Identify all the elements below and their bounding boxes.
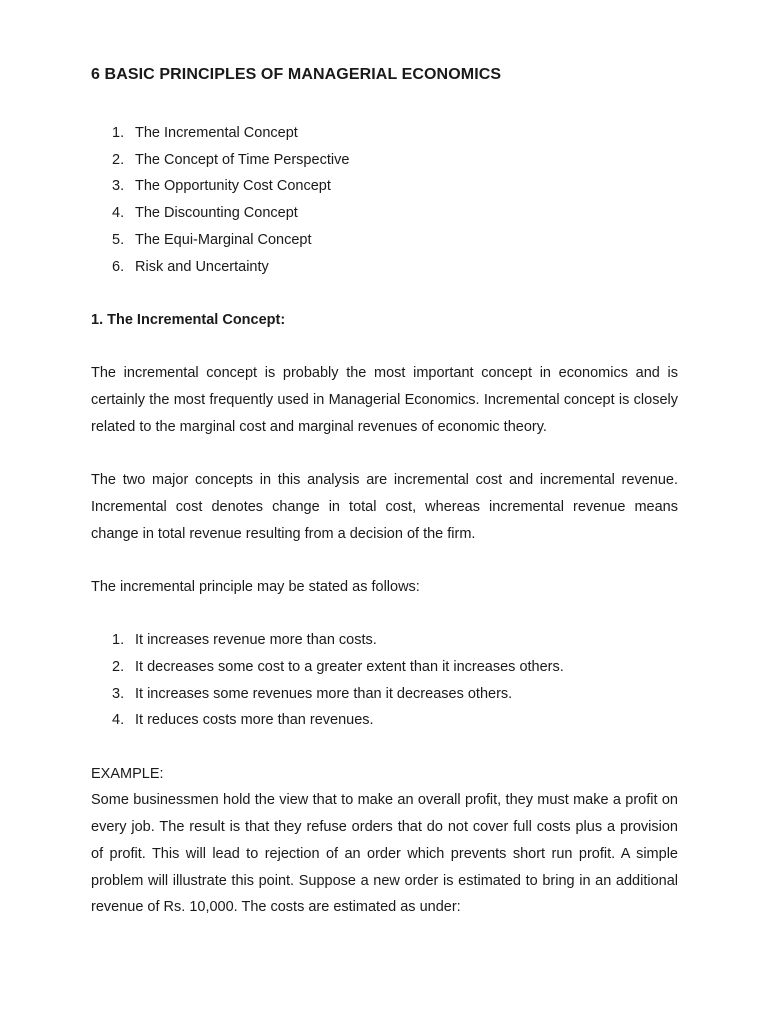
list-item-number: 3. bbox=[112, 178, 125, 195]
list-item bbox=[112, 707, 678, 734]
list-item-text: The Incremental Concept bbox=[135, 125, 298, 141]
list-item-text: The Opportunity Cost Concept bbox=[135, 178, 331, 195]
paragraph: The incremental principle may be stated as follows: bbox=[91, 578, 420, 595]
list-item bbox=[112, 227, 678, 254]
list-item-number: 1. bbox=[112, 632, 125, 649]
list-item-number: 5. bbox=[112, 231, 125, 248]
list-item-number: 4. bbox=[112, 712, 125, 729]
list-item-number: 3. bbox=[112, 685, 125, 702]
spacer bbox=[91, 601, 678, 628]
list-item-text: The Discounting Concept bbox=[135, 205, 298, 222]
list-item-text: It increases revenue more than costs. bbox=[135, 632, 377, 649]
list-item-number: 1. bbox=[112, 125, 125, 141]
principles-list bbox=[91, 120, 678, 280]
list-item-text: It reduces costs more than revenues. bbox=[135, 712, 374, 729]
list-item-text: Risk and Uncertainty bbox=[135, 258, 269, 275]
list-item-number: 2. bbox=[112, 151, 125, 168]
list-item bbox=[112, 120, 678, 147]
document-title: 6 BASIC PRINCIPLES OF MANAGERIAL ECONOMICS bbox=[91, 66, 502, 83]
paragraph: The incremental concept is probably the most important concept in economics and is certainly the most frequently used in Managerial Economics. Incremental concept is closely related to the marginal cost and marginal revenues of economic theory. bbox=[91, 365, 678, 435]
list-item bbox=[112, 654, 678, 681]
criteria-list bbox=[91, 627, 678, 734]
list-item-text: The Concept of Time Perspective bbox=[135, 151, 350, 168]
list-item-number: 2. bbox=[112, 658, 125, 675]
paragraph: The two major concepts in this analysis are incremental cost and incremental revenue. Incremental cost denotes change in total cost, whereas incremental revenue means change in total revenue resulting from a decision of the firm. bbox=[91, 472, 678, 542]
list-item bbox=[112, 147, 678, 174]
list-item-number: 6. bbox=[112, 258, 125, 275]
section-heading: 1. The Incremental Concept: bbox=[91, 311, 286, 328]
list-item bbox=[112, 254, 678, 281]
example-label: EXAMPLE: bbox=[91, 765, 164, 782]
list-item-number: 4. bbox=[112, 205, 125, 222]
list-item-text: It decreases some cost to a greater extent than it increases others. bbox=[135, 658, 564, 675]
list-item bbox=[112, 200, 678, 227]
list-item bbox=[112, 627, 678, 654]
list-item bbox=[112, 173, 678, 200]
list-item bbox=[112, 681, 678, 708]
example-paragraph: Some businessmen hold the view that to make an overall profit, they must make a profit on every job. The result is that they refuse orders that do not cover full costs plus a provision of profit. This will lead to rejection of an order which prevents short run profit. A simple problem will illustrate this point. Suppose a new order is estimated to bring in an additional revenue of Rs. 10,000. The costs are estimated as under: bbox=[91, 792, 678, 916]
list-item-text: The Equi-Marginal Concept bbox=[135, 231, 312, 248]
list-item-text: It increases some revenues more than it decreases others. bbox=[135, 685, 513, 702]
